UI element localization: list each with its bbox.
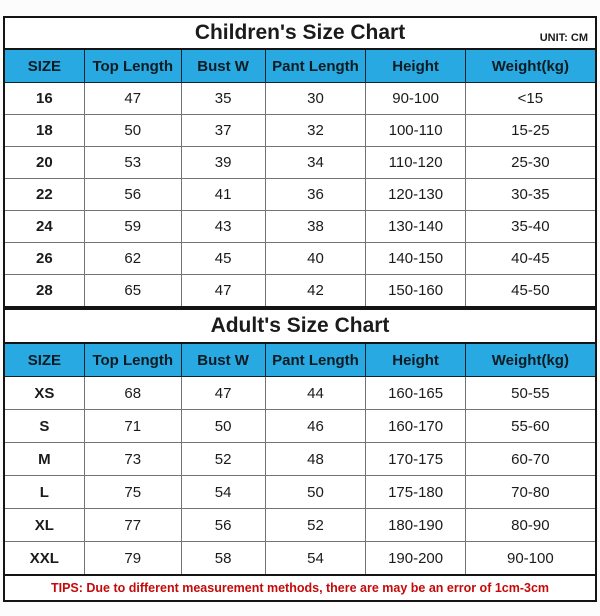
value-cell: 46 [265,410,366,443]
adult-chart-title: Adult's Size Chart [210,314,390,337]
table-row [5,377,595,410]
value-cell: 54 [181,476,265,509]
column-header: Height [366,50,465,83]
size-cell: 22 [5,179,84,211]
column-header: Weight(kg) [465,50,595,83]
value-cell: 65 [84,275,181,307]
size-chart-sheet [3,16,597,598]
value-cell: 62 [84,243,181,275]
adult-size-chart-section [3,308,597,576]
value-cell: 45-50 [465,275,595,307]
table-row [5,542,595,575]
column-header: Weight(kg) [465,344,595,377]
table-row [5,476,595,509]
column-header: Top Length [84,344,181,377]
value-cell: <15 [465,83,595,115]
value-cell: 130-140 [366,211,465,243]
value-cell: 110-120 [366,147,465,179]
value-cell: 30 [265,83,366,115]
table-row [5,443,595,476]
column-header: SIZE [5,50,84,83]
children-chart-title-bar [5,18,595,50]
value-cell: 60-70 [465,443,595,476]
children-size-chart-table [5,50,595,306]
column-header: Bust W [181,344,265,377]
value-cell: 47 [181,377,265,410]
adult-header-row [5,344,595,377]
value-cell: 77 [84,509,181,542]
unit-label: UNIT: CM [539,32,588,44]
size-cell: S [5,410,84,443]
value-cell: 48 [265,443,366,476]
value-cell: 58 [181,542,265,575]
size-cell: 28 [5,275,84,307]
table-row [5,211,595,243]
value-cell: 35-40 [465,211,595,243]
value-cell: 190-200 [366,542,465,575]
value-cell: 160-170 [366,410,465,443]
value-cell: 160-165 [366,377,465,410]
value-cell: 53 [84,147,181,179]
value-cell: 52 [265,509,366,542]
value-cell: 42 [265,275,366,307]
adult-chart-title-bar [5,310,595,344]
value-cell: 41 [181,179,265,211]
value-cell: 75 [84,476,181,509]
value-cell: 32 [265,115,366,147]
value-cell: 39 [181,147,265,179]
column-header: SIZE [5,344,84,377]
column-header: Pant Length [265,50,366,83]
size-cell: XS [5,377,84,410]
value-cell: 25-30 [465,147,595,179]
column-header: Bust W [181,50,265,83]
value-cell: 170-175 [366,443,465,476]
value-cell: 70-80 [465,476,595,509]
column-header: Top Length [84,50,181,83]
value-cell: 59 [84,211,181,243]
value-cell: 73 [84,443,181,476]
value-cell: 54 [265,542,366,575]
value-cell: 80-90 [465,509,595,542]
value-cell: 120-130 [366,179,465,211]
value-cell: 36 [265,179,366,211]
value-cell: 38 [265,211,366,243]
value-cell: 56 [181,509,265,542]
table-row [5,179,595,211]
size-cell: M [5,443,84,476]
table-row [5,509,595,542]
value-cell: 50 [181,410,265,443]
value-cell: 47 [84,83,181,115]
value-cell: 71 [84,410,181,443]
value-cell: 180-190 [366,509,465,542]
value-cell: 79 [84,542,181,575]
value-cell: 175-180 [366,476,465,509]
value-cell: 90-100 [465,542,595,575]
value-cell: 40 [265,243,366,275]
column-header: Pant Length [265,344,366,377]
value-cell: 45 [181,243,265,275]
size-cell: 20 [5,147,84,179]
children-header-row [5,50,595,83]
value-cell: 100-110 [366,115,465,147]
children-size-chart-section [3,16,597,308]
size-cell: L [5,476,84,509]
column-header: Height [366,344,465,377]
value-cell: 15-25 [465,115,595,147]
value-cell: 90-100 [366,83,465,115]
value-cell: 56 [84,179,181,211]
value-cell: 68 [84,377,181,410]
size-cell: 26 [5,243,84,275]
table-row [5,410,595,443]
value-cell: 34 [265,147,366,179]
table-row [5,147,595,179]
value-cell: 35 [181,83,265,115]
table-row [5,243,595,275]
size-cell: 18 [5,115,84,147]
value-cell: 40-45 [465,243,595,275]
value-cell: 140-150 [366,243,465,275]
size-cell: XXL [5,542,84,575]
value-cell: 52 [181,443,265,476]
adult-size-chart-table [5,344,595,574]
size-cell: 24 [5,211,84,243]
value-cell: 50 [84,115,181,147]
table-row [5,83,595,115]
value-cell: 55-60 [465,410,595,443]
value-cell: 43 [181,211,265,243]
value-cell: 50-55 [465,377,595,410]
tips-note: TIPS: Due to different measurement methods, there are may be an error of 1cm-3cm [50,581,550,595]
value-cell: 150-160 [366,275,465,307]
table-row [5,275,595,307]
children-chart-title: Children's Size Chart [194,21,406,44]
value-cell: 47 [181,275,265,307]
value-cell: 30-35 [465,179,595,211]
value-cell: 50 [265,476,366,509]
size-cell: XL [5,509,84,542]
value-cell: 44 [265,377,366,410]
tips-bar [3,576,597,602]
table-row [5,115,595,147]
value-cell: 37 [181,115,265,147]
size-cell: 16 [5,83,84,115]
